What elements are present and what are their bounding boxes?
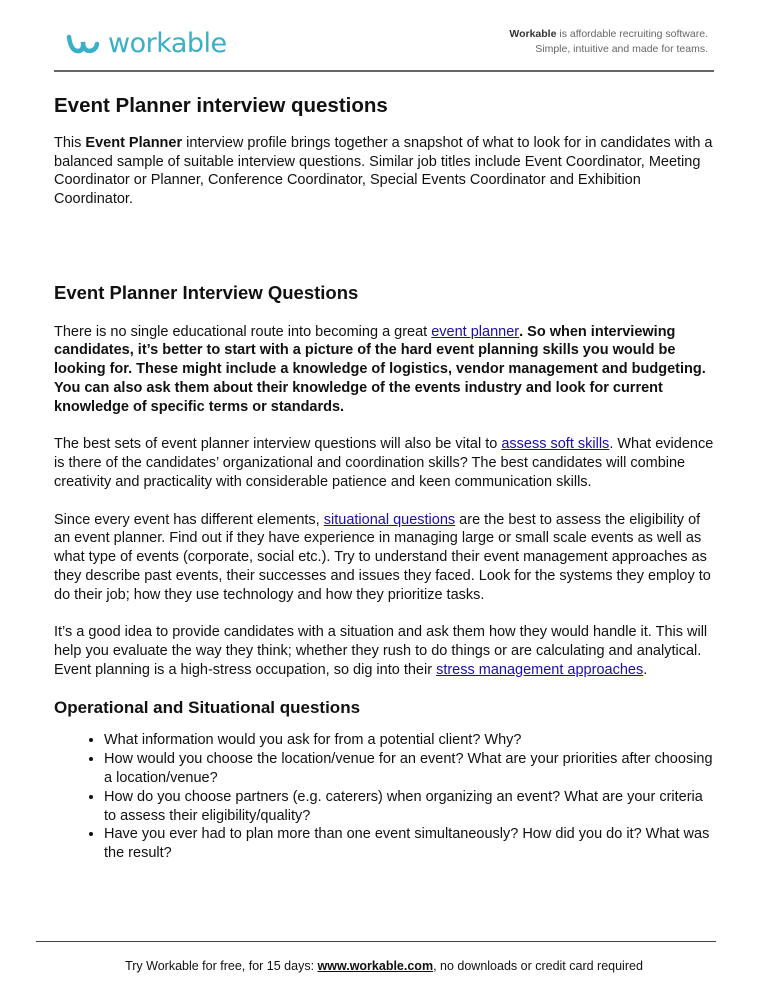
tagline-line1: is affordable recruiting software. xyxy=(556,28,708,40)
workable-website-link[interactable]: www.workable.com xyxy=(317,959,434,973)
tagline-line2: Simple, intuitive and made for teams. xyxy=(535,43,708,55)
situational-questions-link[interactable]: situational questions xyxy=(323,511,456,528)
stress-management-link[interactable]: stress management approaches xyxy=(436,661,644,678)
list-item: • How do you choose partners (e.g. caterers) when organizing an event? What are your criteria to assess their eligibility/quality? xyxy=(104,788,716,826)
assess-soft-skills-link[interactable]: assess soft skills xyxy=(501,436,610,453)
section-heading: Event Planner Interview Questions xyxy=(54,281,359,303)
intro-paragraph: This Event Planner interview profile brings together a snapshot of what to look for in candidates with a balanced sample of suitable interview questions. Similar job titles include Event Coordinator, Meeting Coordinator or Planner, Conference Coordinator, Special Events Coordinator and Exhibition Coordinator. xyxy=(54,134,713,208)
event-planner-link[interactable]: event planner xyxy=(431,323,520,340)
page-title: Event Planner interview questions xyxy=(54,94,388,117)
header-divider xyxy=(54,70,714,72)
list-item: • How would you choose the location/venue for an event? What are your priorities after choosing a location/venue? xyxy=(104,750,716,788)
workable-logo-icon xyxy=(66,32,100,56)
tagline xyxy=(509,27,708,57)
paragraph-3: Since every event has different elements, situational questions are the best to assess the eligibility of an event planner. Find out if they have experience in managing large or small scale events as well as what type of events (corporate, social etc.). Try to understand their event management approaches as they describe past events, their successes and issues they faced. Look for the systems they employ to do their job; how they use technology and how they prioritize tasks. xyxy=(54,511,711,603)
subheading: Operational and Situational questions xyxy=(54,697,361,717)
tagline-brand: Workable xyxy=(509,28,557,40)
workable-logo[interactable] xyxy=(66,28,227,59)
document-body xyxy=(54,94,716,863)
paragraph-1: There is no single educational route into becoming a great event planner. So when interviewing candidates, it’s better to start with a picture of the hard event planning skills you would be looking for. These might include a knowledge of logistics, vendor management and budgeting. You can also ask them about their knowledge of the events industry and look for current knowledge of specific terms or standards. xyxy=(54,323,706,415)
footer-divider xyxy=(36,941,716,942)
list-item: • What information would you ask for from a potential client? Why? xyxy=(104,731,716,750)
list-item: • Have you ever had to plan more than one event simultaneously? How did you do it? What was the result? xyxy=(104,825,716,863)
footer: Try Workable for free, for 15 days: www.workable.com, no downloads or credit card required xyxy=(125,959,643,973)
paragraph-2: The best sets of event planner interview questions will also be vital to assess soft skills. What evidence is there of the candidates’ organizational and coordination skills? The best candidates will combine creativity and practicality with considerable patience and keen communication skills. xyxy=(54,436,714,490)
paragraph-4: It’s a good idea to provide candidates with a situation and ask them how they would handle it. This will help you evaluate the way they think; whether they rush to do things or are calculating and analytical. Event planning is a high-stress occupation, so dig into their stress management approaches. xyxy=(54,624,708,678)
question-list xyxy=(54,731,716,863)
logo-text: workable xyxy=(108,28,227,59)
